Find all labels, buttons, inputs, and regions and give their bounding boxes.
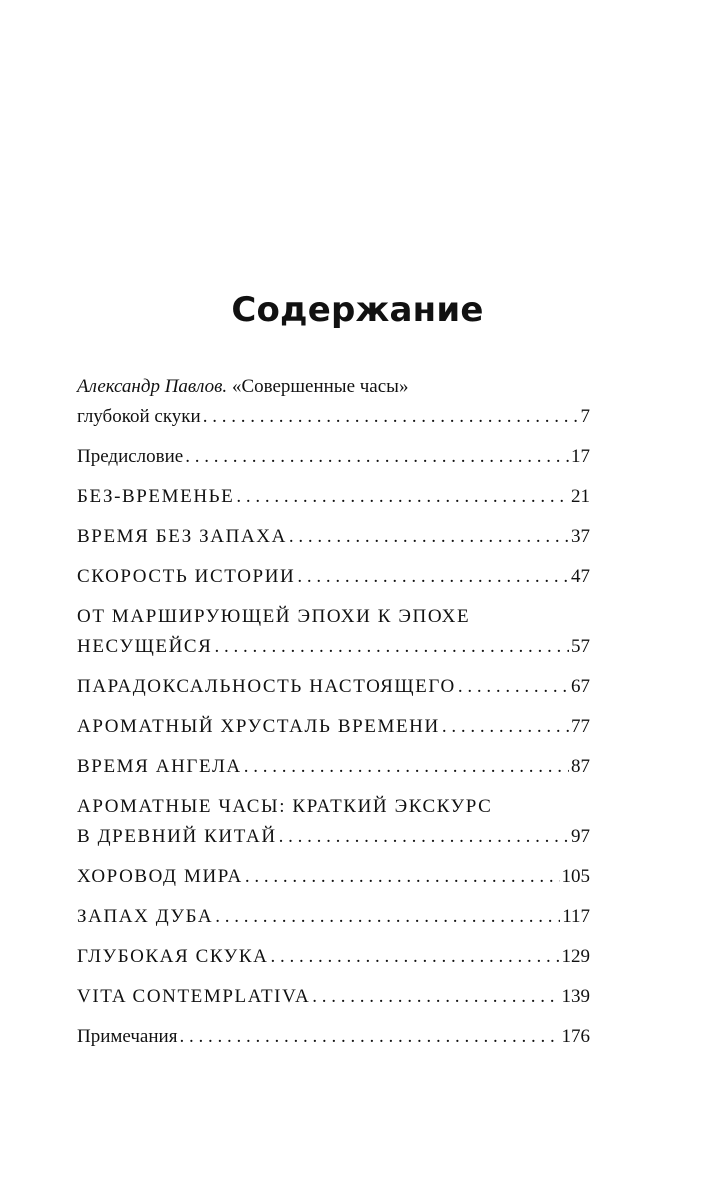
- toc-page-number: 57: [571, 636, 590, 657]
- toc-entry-title: АРОМАТНЫЙ ХРУСТАЛЬ ВРЕМЕНИ: [77, 716, 440, 737]
- toc-entry: [77, 942, 590, 972]
- toc-entry-title: СКОРОСТЬ ИСТОРИИ: [77, 566, 296, 587]
- toc-entry-title: VITA CONTEMPLATIVA: [77, 986, 311, 1007]
- toc-entry-title: БЕЗ-ВРЕМЕНЬЕ: [77, 486, 235, 507]
- toc-page-number: 21: [571, 486, 590, 507]
- toc-entry-lead-line: ОТ МАРШИРУЮЩЕЙ ЭПОХИ К ЭПОХЕ: [77, 606, 471, 627]
- toc-entry-line: [77, 942, 590, 972]
- toc-entry-line: [77, 482, 590, 512]
- toc-page-number: 129: [561, 946, 590, 967]
- toc-entry-line: [77, 712, 590, 742]
- toc-entry: [77, 862, 590, 892]
- toc-entry: [77, 752, 590, 782]
- toc-entry-author: Александр Павлов.: [77, 376, 228, 397]
- toc-entry-line: [77, 822, 590, 852]
- toc-entry-title: Примечания: [77, 1026, 178, 1047]
- toc-leader-dots: [215, 902, 560, 932]
- toc-leader-dots: [297, 562, 569, 592]
- toc-page-number: 117: [562, 906, 590, 927]
- toc-entry: [77, 1022, 590, 1052]
- toc-entry: [77, 482, 590, 512]
- toc-entry-line: [77, 982, 590, 1012]
- toc-entry-line: [77, 522, 590, 552]
- toc-entry: [77, 372, 590, 432]
- table-of-contents: [77, 372, 590, 1052]
- toc-page-number: 139: [561, 986, 590, 1007]
- toc-entry-line: [77, 442, 590, 472]
- toc-entry-title: ВРЕМЯ АНГЕЛА: [77, 756, 242, 777]
- toc-page-number: 77: [571, 716, 590, 737]
- toc-entry-line: [77, 1022, 590, 1052]
- toc-entry-line: [77, 402, 590, 432]
- toc-entry-lead: «Совершенные часы»: [227, 376, 409, 397]
- toc-leader-dots: [244, 752, 569, 782]
- toc-leader-dots: [312, 982, 559, 1012]
- toc-entry-title: В ДРЕВНИЙ КИТАЙ: [77, 826, 277, 847]
- toc-entry-title: ПАРАДОКСАЛЬНОСТЬ НАСТОЯЩЕГО: [77, 676, 456, 697]
- toc-page-number: 176: [561, 1026, 590, 1047]
- toc-leader-dots: [236, 482, 569, 512]
- toc-page-number: 37: [571, 526, 590, 547]
- toc-entry-line: [77, 902, 590, 932]
- toc-page-number: 97: [571, 826, 590, 847]
- toc-leader-dots: [279, 822, 569, 852]
- toc-entry-line: [77, 632, 590, 662]
- toc-entry: [77, 672, 590, 702]
- toc-entry-line: [77, 672, 590, 702]
- toc-entry-lead-line: [77, 372, 590, 402]
- toc-page-number: 87: [571, 756, 590, 777]
- toc-page-number: 17: [571, 446, 590, 467]
- toc-entry-title: ХОРОВОД МИРА: [77, 866, 243, 887]
- toc-leader-dots: [214, 632, 569, 662]
- toc-entry-title: ВРЕМЯ БЕЗ ЗАПАХА: [77, 526, 287, 547]
- toc-leader-dots: [203, 402, 579, 432]
- toc-entry: [77, 712, 590, 742]
- toc-page-number: 7: [580, 406, 590, 427]
- toc-entry: [77, 602, 590, 662]
- toc-entry-lead-line: АРОМАТНЫЕ ЧАСЫ: КРАТКИЙ ЭКСКУРС: [77, 796, 493, 817]
- toc-entry-title: Предисловие: [77, 446, 184, 467]
- toc-entry-title: ЗАПАХ ДУБА: [77, 906, 214, 927]
- toc-entry: [77, 792, 590, 852]
- toc-entry-title: НЕСУЩЕЙСЯ: [77, 636, 213, 657]
- toc-leader-dots: [442, 712, 569, 742]
- page-title: Содержание: [231, 290, 484, 330]
- toc-page-number: 67: [571, 676, 590, 697]
- toc-entry-title: глубокой скуки: [77, 406, 201, 427]
- toc-entry-line: [77, 752, 590, 782]
- toc-entry-line: [77, 862, 590, 892]
- toc-leader-dots: [185, 442, 569, 472]
- toc-entry: [77, 562, 590, 592]
- toc-entry-line: [77, 562, 590, 592]
- toc-leader-dots: [179, 1022, 559, 1052]
- toc-leader-dots: [458, 672, 569, 702]
- toc-entry: [77, 982, 590, 1012]
- toc-entry: [77, 902, 590, 932]
- toc-entry-title: ГЛУБОКАЯ СКУКА: [77, 946, 269, 967]
- toc-page-number: 47: [571, 566, 590, 587]
- toc-entry: [77, 442, 590, 472]
- toc-leader-dots: [270, 942, 559, 972]
- toc-leader-dots: [245, 862, 560, 892]
- toc-entry: [77, 522, 590, 552]
- toc-leader-dots: [289, 522, 569, 552]
- toc-page-number: 105: [561, 866, 590, 887]
